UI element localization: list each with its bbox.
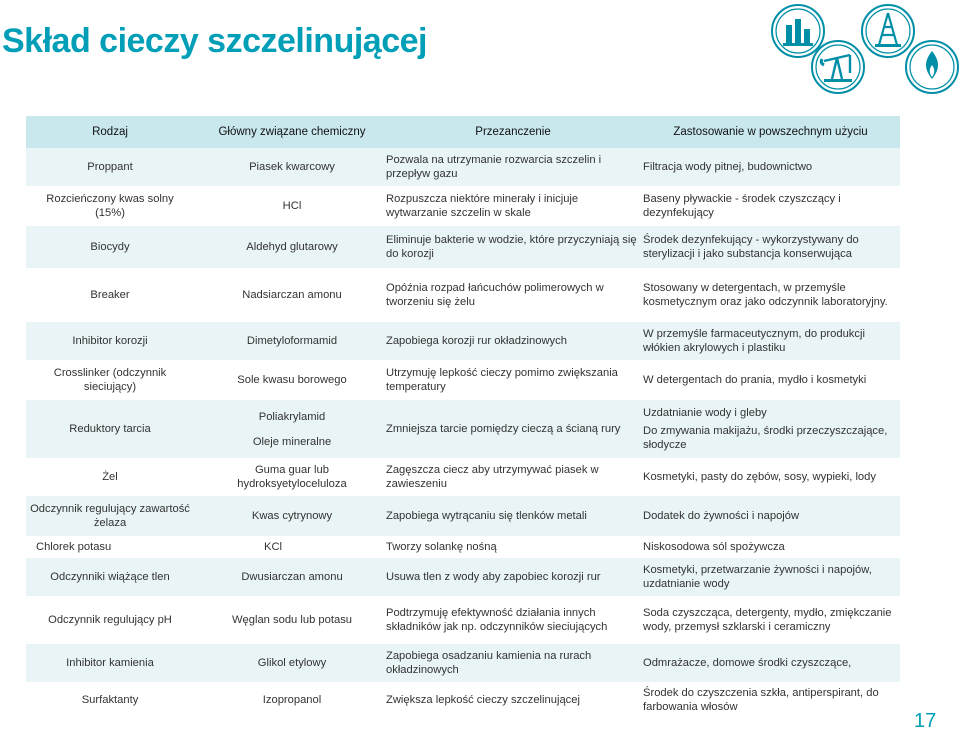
row-common-use: Środek dezynfekujący - wykorzystywany do sterylizacji i jako substancja konserwująca <box>643 234 859 260</box>
row-type: Proppant <box>87 161 133 173</box>
row-type: Biocydy <box>90 241 130 253</box>
row-compound: Nadsiarczan amonu <box>242 289 342 301</box>
table-row <box>26 360 900 400</box>
pumpjack-icon <box>810 39 866 95</box>
row-type: Inhibitor korozji <box>72 335 148 347</box>
header-col-purpose: Przezanczenie <box>475 125 551 138</box>
row-type: Rozcieńczony kwas solny (15%) <box>46 193 174 219</box>
row-compound: Węglan sodu lub potasu <box>231 614 353 626</box>
row-type: Reduktory tarcia <box>69 423 151 435</box>
row-common-use: Stosowany w detergentach, w przemyśle kosmetycznym oraz jako odczynnik laboratoryjny. <box>643 282 888 308</box>
row-purpose: Eliminuje bakterie w wodzie, które przyczyniają się do korozji <box>386 234 637 260</box>
row-type: Inhibitor kamienia <box>66 657 154 669</box>
header-col-compound: Główny związane chemiczny <box>218 125 366 138</box>
row-purpose: Zwiększa lepkość cieczy szczelinującej <box>386 694 580 706</box>
table-row <box>26 558 900 596</box>
row-common-use: Dodatek do żywności i napojów <box>643 510 800 522</box>
table-header <box>26 116 900 148</box>
table-row <box>26 322 900 360</box>
row-compound: Piasek kwarcowy <box>249 161 335 173</box>
row-common-use-b: Do zmywania makijażu, środki przeczyszczające, słodycze <box>643 425 888 451</box>
table-row <box>26 148 900 186</box>
page-number: 17 <box>914 710 937 732</box>
row-type: Odczynniki wiążące tlen <box>50 571 170 583</box>
row-purpose: Zapobiega osadzaniu kamienia na rurach okładzinowych <box>386 650 592 676</box>
row-compound-b: Oleje mineralne <box>252 435 332 448</box>
row-compound: Dwusiarczan amonu <box>241 571 343 583</box>
row-common-use: Baseny pływackie - środek czyszczący i dezynfekujący <box>643 193 841 219</box>
row-purpose: Pozwala na utrzymanie rozwarcia szczelin i przepływ gazu <box>386 154 602 180</box>
table-row <box>26 644 900 682</box>
row-common-use: W detergentach do prania, mydło i kosmetyki <box>643 374 867 386</box>
row-compound-a: Poliakrylamid <box>258 410 326 423</box>
row-compound: HCl <box>282 200 302 212</box>
gas-flame-icon <box>904 39 960 95</box>
header-col-common-use: Zastosowanie w powszechnym użyciu <box>673 125 868 138</box>
row-compound: Kwas cytrynowy <box>251 510 333 522</box>
row-type: Chlorek potasu <box>36 541 112 553</box>
row-compound: Aldehyd glutarowy <box>246 241 338 253</box>
row-type: Surfaktanty <box>81 694 139 706</box>
row-purpose: Zapobiega wytrącaniu się tlenków metali <box>386 510 587 522</box>
row-common-use: Soda czyszcząca, detergenty, mydło, zmiękczanie wody, przemysł szklarski i ceramiczny <box>643 607 892 633</box>
table-row <box>26 400 900 458</box>
row-compound: Dimetyloformamid <box>246 335 338 347</box>
table-row <box>26 596 900 644</box>
row-compound: Glikol etylowy <box>257 657 327 669</box>
row-common-use <box>641 400 900 458</box>
industry-logos <box>748 3 960 97</box>
row-purpose: Zapobiega korozji rur okładzinowych <box>386 335 567 347</box>
row-common-use: W przemyśle farmaceutycznym, do produkcji włókien akrylowych i plastiku <box>643 328 865 354</box>
table-row <box>26 496 900 536</box>
row-type: Odczynnik regulujący zawartość żelaza <box>30 503 190 529</box>
row-compound: KCl <box>264 541 283 553</box>
row-type: Odczynnik regulujący pH <box>48 614 172 626</box>
row-common-use: Niskosodowa sól spożywcza <box>643 541 785 553</box>
table-row <box>26 268 900 322</box>
table-row <box>26 458 900 496</box>
row-type: Crosslinker (odczynnik sieciujący) <box>53 367 167 393</box>
table-row <box>26 226 900 268</box>
row-compound <box>194 400 390 458</box>
row-purpose: Tworzy solankę nośną <box>386 541 497 553</box>
row-purpose: Zagęszcza ciecz aby utrzymywać piasek w zawieszeniu <box>386 464 599 490</box>
table-row <box>26 682 900 718</box>
row-purpose: Zmniejsza tarcie pomiędzy cieczą a ścianą rury <box>386 423 621 435</box>
row-compound: Izopropanol <box>262 694 322 706</box>
header-col-type: Rodzaj <box>92 125 128 138</box>
row-compound: Guma guar lub hydroksyetyloceluloza <box>237 464 347 490</box>
table-row <box>26 536 900 558</box>
row-purpose: Opóźnia rozpad łańcuchów polimerowych w tworzeniu się żelu <box>386 282 604 308</box>
row-purpose: Utrzymuję lepkość cieczy pomimo zwiększania temperatury <box>386 367 618 393</box>
row-compound: Sole kwasu borowego <box>237 374 347 386</box>
row-purpose: Rozpuszcza niektóre minerały i inicjuje wytwarzanie szczelin w skale <box>386 193 579 219</box>
row-type: Żel <box>102 471 118 483</box>
row-common-use: Kosmetyki, pasty do zębów, sosy, wypieki, lody <box>643 471 876 483</box>
row-common-use: Filtracja wody pitnej, budownictwo <box>643 161 813 173</box>
table-row <box>26 186 900 226</box>
row-common-use: Środek do czyszczenia szkła, antiperspirant, do farbowania włosów <box>643 687 879 713</box>
row-common-use: Odmrażacze, domowe środki czyszczące, <box>643 657 852 669</box>
page-title: Skład cieczy szczelinującej <box>2 22 427 60</box>
row-common-use-a: Uzdatnianie wody i gleby <box>643 407 767 419</box>
row-purpose: Podtrzymuję efektywność działania innych składników jak np. odczynników sieciujących <box>386 607 608 633</box>
row-common-use: Kosmetyki, przetwarzanie żywności i napojów, uzdatnianie wody <box>643 564 872 590</box>
row-purpose: Usuwa tlen z wody aby zapobiec korozji rur <box>386 571 601 583</box>
row-type: Breaker <box>90 289 130 301</box>
